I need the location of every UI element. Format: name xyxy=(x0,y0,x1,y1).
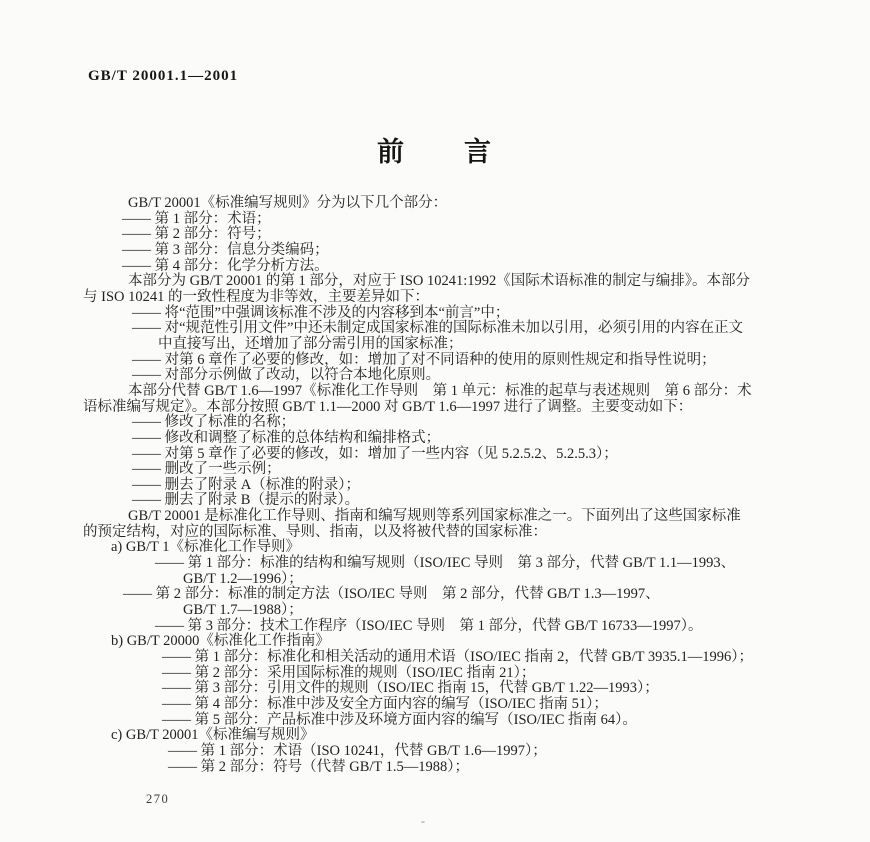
text-line: b) GB/T 20000《标准化工作指南》 xyxy=(111,633,330,650)
text-line: —— 修改了标准的名称； xyxy=(132,414,296,431)
text-line: —— 第 3 部分：技术工作程序（ISO/IEC 导则 第 1 部分，代替 GB/T 16733—1997）。 xyxy=(155,617,703,634)
text-line: 中直接写出，还增加了部分需引用的国家标准； xyxy=(158,335,463,352)
text-line: —— 第 2 部分：采用国际标准的规则（ISO/IEC 指南 21）； xyxy=(162,664,536,681)
text-line: GB/T 1.7—1988）； xyxy=(183,602,303,619)
text-line: c) GB/T 20001《标准编写规则》 xyxy=(111,727,315,744)
text-line: 语标准编写规定》。本部分按照 GB/T 1.1—2000 对 GB/T 1.6—1997 进行了调整。主要变动如下： xyxy=(83,398,693,415)
text-line: —— 第 4 部分：化学分析方法。 xyxy=(122,257,329,274)
page-number: 270 xyxy=(146,792,170,806)
text-line: —— 对部分示例做了改动，以符合本地化原则。 xyxy=(132,367,441,384)
text-line: —— 删去了附录 B（提示的附录）。 xyxy=(132,492,360,509)
text-line: —— 对第 5 章作了必要的修改，如：增加了一些内容（见 5.2.5.2、5.2.5.3）； xyxy=(132,445,618,462)
text-line: —— 将“范围”中强调该标准不涉及的内容移到本“前言”中； xyxy=(132,304,510,321)
standard-number: GB/T 20001.1—2001 xyxy=(88,68,239,84)
text-line: —— 第 2 部分：符号（代替 GB/T 1.5—1988）； xyxy=(168,758,470,775)
document-body xyxy=(83,196,823,775)
text-line: —— 删去了附录 A（标准的附录）； xyxy=(132,476,360,493)
text-line: —— 第 2 部分：符号； xyxy=(122,226,271,243)
text-line: 本部分代替 GB/T 1.6—1997《标准化工作导则 第 1 单元：标准的起草与表述规则 第 6 部分：术 xyxy=(128,382,752,399)
text-line: a) GB/T 1《标准化工作导则》 xyxy=(111,539,301,556)
text-line: GB/T 20001《标准编写规则》分为以下几个部分： xyxy=(128,195,448,211)
text-line: —— 第 1 部分：标准化和相关活动的通用术语（ISO/IEC 指南 2，代替 GB/T 3935.1—1996）； xyxy=(162,649,754,666)
text-line: —— 第 1 部分：术语； xyxy=(122,210,271,227)
text-line: 本部分为 GB/T 20001 的第 1 部分，对应于 ISO 10241:1992《国际术语标准的制定与编排》。本部分 xyxy=(128,273,751,290)
text-line: —— 第 1 部分：标准的结构和编写规则（ISO/IEC 导则 第 3 部分，代替 GB/T 1.1—1993、 xyxy=(155,555,736,572)
text-line: —— 第 2 部分：标准的制定方法（ISO/IEC 导则 第 2 部分，代替 GB/T 1.3—1997、 xyxy=(123,586,660,603)
text-line: GB/T 20001 是标准化工作导则、指南和编写规则等系列国家标准之一。下面列出了这些国家标准 xyxy=(128,508,741,525)
text-line: GB/T 1.2—1996）； xyxy=(183,570,303,587)
text-line: —— 第 3 部分：引用文件的规则（ISO/IEC 指南 15，代替 GB/T 1.22—1993）； xyxy=(162,680,659,697)
text-line: —— 第 1 部分：术语（ISO 10241，代替 GB/T 1.6—1997）； xyxy=(168,742,547,759)
text-line: 与 ISO 10241 的一致性程度为非等效，主要差异如下： xyxy=(83,288,429,305)
text-line: —— 对第 6 章作了必要的修改，如：增加了对不同语种的使用的原则性规定和指导性说明； xyxy=(132,351,716,368)
text-line: —— 第 3 部分：信息分类编码； xyxy=(122,241,329,258)
text-line: —— 第 5 部分：产品标准中涉及环境方面内容的编写（ISO/IEC 指南 64）。 xyxy=(162,711,637,728)
footer-mark: - xyxy=(421,814,425,828)
text-line: 的预定结构，对应的国际标准、导则、指南，以及将被代替的国家标准： xyxy=(83,523,547,540)
text-line: —— 对“规范性引用文件”中还未制定成国家标准的国际标准未加以引用，必须引用的内容在正文 xyxy=(132,320,743,337)
page-title: 前 言 xyxy=(377,137,493,167)
text-line: —— 删改了一些示例； xyxy=(132,461,281,478)
text-line: —— 修改和调整了标准的总体结构和编排格式； xyxy=(132,429,441,446)
text-line: —— 第 4 部分：标准中涉及安全方面内容的编写（ISO/IEC 指南 51）； xyxy=(162,696,608,712)
